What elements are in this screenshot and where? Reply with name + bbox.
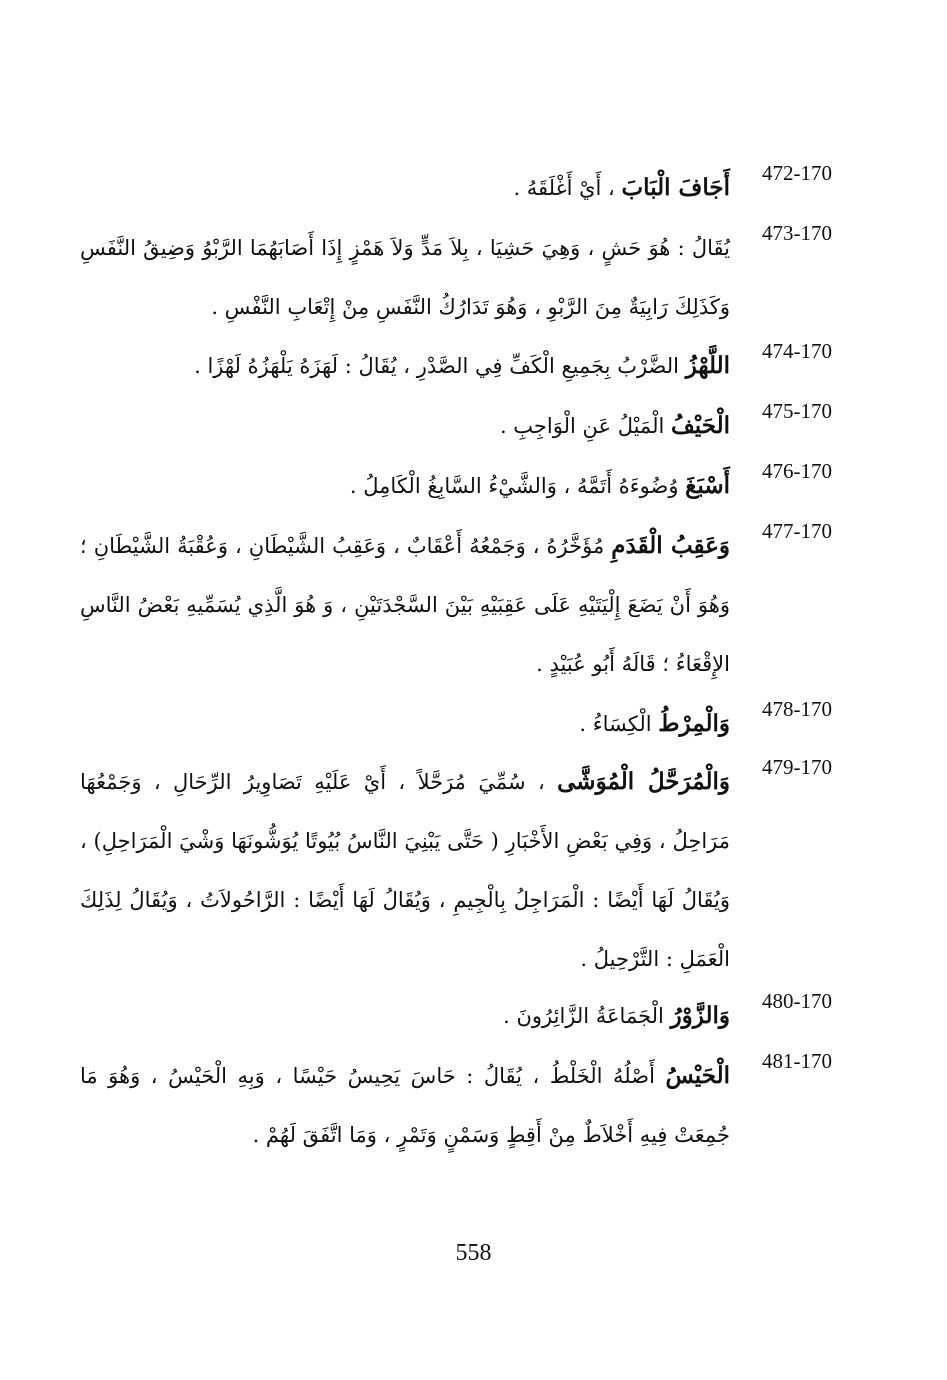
entry-number: 472-170	[762, 161, 832, 185]
entry-headword: وَعَقِبُ الْقَدَمِ	[611, 532, 730, 559]
entry-headword: وَالْمِرْطُ	[658, 710, 730, 737]
entry-number: 473-170	[762, 221, 832, 245]
entry-number: 478-170	[762, 697, 832, 721]
entry-text	[80, 694, 730, 754]
entry-body: الْمَيْلُ عَنِ الْوَاجِبِ .	[499, 414, 665, 438]
entry-number: 481-170	[762, 1049, 832, 1073]
entry-body: وُضُوءَهُ أَتَمَّهُ ، وَالشَّيْءُ السَّابِغُ الْكَامِلُ .	[349, 474, 679, 498]
entry-number: 476-170	[762, 459, 832, 483]
entry-body: ، أَيْ أَغْلَقَهُ .	[513, 176, 615, 200]
entry-headword: وَالْمُرَحَّلُ الْمُوَشَّى	[557, 768, 730, 795]
entry-text	[80, 516, 730, 694]
entry-text	[80, 986, 730, 1046]
entry-text	[80, 752, 730, 989]
entry-headword: أَسْبَغَ	[685, 472, 730, 499]
entry-body: يُقَالُ : هُوَ حَشٍ ، وَهِيَ حَشِيَا ، بِلاَ مَدٍّ وَلاَ هَمْزٍ إِذَا أَصَابَهُمَا الرَّبْوُ وَضِيقُ النَّفَسِ وَكَذَلِكَ رَابِيَةٌ مِنَ الرَّبْوِ ، وَهُوَ تَدَارُكُ النَّفَسِ مِنْ إِتْعَابِ النَّفْسِ .	[80, 236, 730, 319]
entry-text	[80, 336, 730, 396]
entry-body: أَصْلُهُ الْخَلْطُ ، يُقَالُ : حَاسَ يَحِيسُ حَيْسًا ، وَبِهِ الْحَيْسُ ، وَهُوَ مَا جُمِعَتْ فِيهِ أَخْلاَطٌ مِنْ أَقِطٍ وَسَمْنٍ وَتَمْرٍ ، وَمَا اتَّفَقَ لَهُمْ .	[80, 1064, 730, 1147]
entry-body: مُؤَخَّرُهُ ، وَجَمْعُهُ أَعْقَابٌ ، وَعَقِبُ الشَّيْطَانِ ، وَعُقْبَةُ الشَّيْطَانِ ؛ وَهُوَ أَنْ يَضَعَ إِلْيَتَيْهِ عَلَى عَقِبَيْهِ بَيْنَ السَّجْدَتَيْنِ ، وَ هُوَ الَّذِي يُسَمِّيهِ بَعْضُ النَّاسِ الإِقْعَاءُ ؛ قَالَهُ أَبُو عُبَيْدٍ .	[80, 534, 730, 676]
entry-number: 474-170	[762, 339, 832, 363]
entry-headword: وَالزَّوْرُ	[670, 1002, 730, 1029]
entry-text	[80, 456, 730, 516]
entry-body: ، سُمِّيَ مُرَحَّلاً ، أَيْ عَلَيْهِ تَصَاوِيرُ الرِّحَالِ ، وَجَمْعُهَا مَرَاحِلُ ، وَفِي بَعْضِ الأَخْبَارِ ( حَتَّى يَبْنِيَ النَّاسُ بُيُوتًا يُوَشُّونَهَا وَشْيَ الْمَرَاحِلِ) ، وَيُقَالُ لَهَا أَيْضًا : الْمَرَاجِلُ بِالْجِيمِ ، وَيُقَالُ لَهَا أَيْضًا : الرَّاحُولاَتُ ، وَيُقَالُ لِذَلِكَ الْعَمَلِ : التَّرْحِيلُ .	[80, 770, 731, 971]
entry-headword: اللَّهْزُ	[685, 352, 730, 379]
entry-headword: أَجَافَ الْبَابَ	[621, 174, 730, 201]
entry-headword: الْحَيْسُ	[665, 1062, 730, 1089]
entry-body: الضَّرْبُ بِجَمِيعِ الْكَفِّ فِي الصَّدْرِ ، يُقَالُ : لَهَزَهُ يَلْهَزُهُ لَهْزًا .	[194, 354, 679, 378]
entry-body: الْجَمَاعَةُ الزَّائِرُونَ .	[503, 1004, 664, 1028]
entry-number: 475-170	[762, 399, 832, 423]
entry-text	[80, 1046, 730, 1165]
entry-headword: الْحَيْفُ	[671, 412, 730, 439]
entry-text	[80, 396, 730, 456]
entry-text	[80, 218, 730, 337]
entry-number: 477-170	[762, 519, 832, 543]
entry-number: 480-170	[762, 989, 832, 1013]
entry-text	[80, 158, 730, 218]
entry-body: الْكِسَاءُ .	[579, 712, 652, 736]
entry-number: 479-170	[762, 755, 832, 779]
page-number: 558	[455, 1240, 492, 1266]
